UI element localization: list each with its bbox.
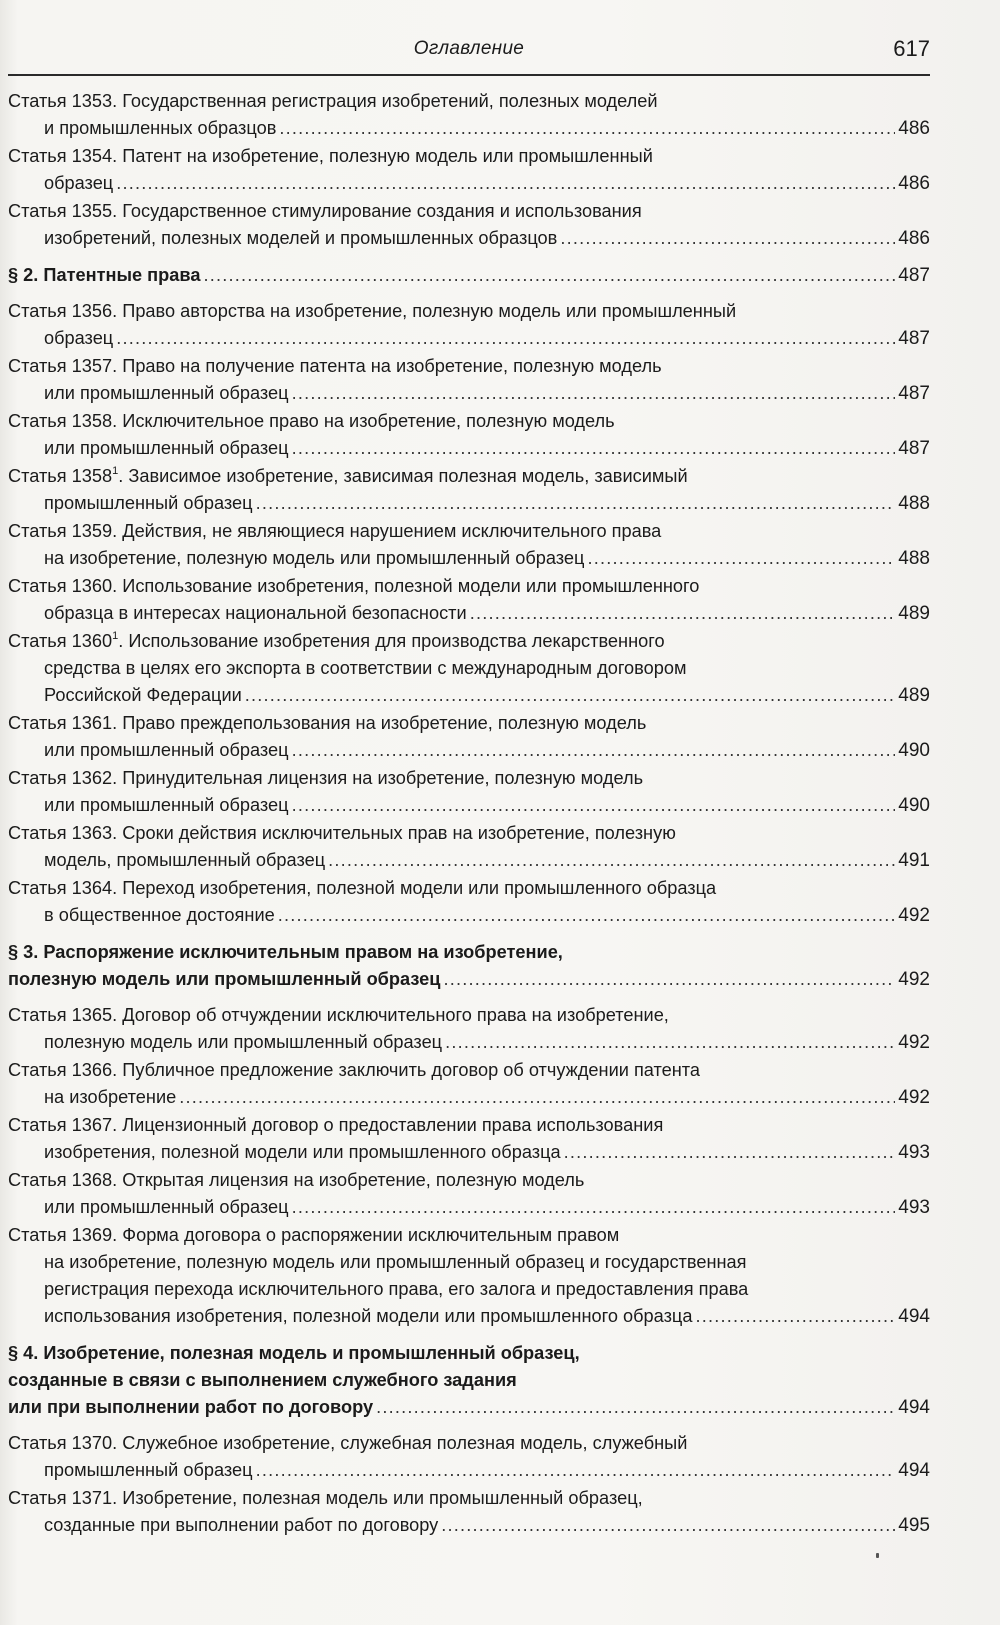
- entry-page-number: 486: [898, 173, 930, 194]
- entry-last-line: [8, 1139, 930, 1166]
- entry-page-number: 487: [898, 328, 930, 349]
- entry-last-line: [8, 1512, 930, 1539]
- entry-title-line: [8, 875, 930, 902]
- entry-page-number: 488: [898, 548, 930, 569]
- entry-title-text: Статья 1365. Договор об отчуждении исключительного права на изобретение,: [8, 1005, 669, 1025]
- dot-leader: [278, 902, 896, 929]
- entry-last-line: [8, 600, 930, 627]
- entry-last-line: [8, 490, 930, 517]
- entry-title-text: в общественное достояние: [44, 905, 275, 925]
- toc-article-entry: [8, 408, 930, 462]
- entry-page-number: 486: [898, 228, 930, 249]
- dot-leader: [245, 682, 896, 709]
- toc-section-entry: [8, 1340, 930, 1421]
- entry-title-line: [8, 628, 930, 655]
- toc-article-entry: [8, 1485, 930, 1539]
- entry-title-text: Статья 1370. Служебное изобретение, служебная полезная модель, служебный: [8, 1433, 688, 1453]
- dot-leader: [292, 435, 896, 462]
- dot-leader: [116, 325, 895, 352]
- entry-title-text: или промышленный образец: [44, 438, 289, 458]
- entry-page-number: 491: [898, 850, 930, 871]
- article-superscript: 1: [112, 465, 119, 477]
- toc-article-entry: [8, 628, 930, 709]
- entry-title-line: регистрация перехода исключительного права, его залога и предоставления права: [44, 1279, 749, 1299]
- entry-title-line: [8, 198, 930, 225]
- entry-title-text: образца в интересах национальной безопасности: [44, 603, 467, 623]
- entry-title-line: [8, 1222, 930, 1249]
- toc-article-entry: [8, 298, 930, 352]
- entry-title-text: Статья 1369. Форма договора о распоряжении исключительным правом: [8, 1225, 620, 1245]
- entry-title-text: созданные при выполнении работ по договору: [44, 1515, 439, 1535]
- entry-last-line: [8, 1394, 930, 1421]
- entry-title-text: полезную модель или промышленный образец: [44, 1032, 443, 1052]
- entry-title-text: Статья 1364. Переход изобретения, полезной модели или промышленного образца: [8, 878, 717, 898]
- entry-last-line: [8, 545, 930, 572]
- entry-page-number: 487: [898, 265, 930, 286]
- dot-leader: [292, 380, 896, 407]
- entry-title-text: Статья 1357. Право на получение патента на изобретение, полезную модель: [8, 356, 662, 376]
- entry-last-line: [8, 1194, 930, 1221]
- running-title: Оглавление: [413, 38, 525, 59]
- dot-leader: [256, 490, 896, 517]
- article-superscript: 1: [112, 630, 119, 642]
- entry-last-line: [8, 325, 930, 352]
- toc-article-entry: [8, 1112, 930, 1166]
- entry-title-text: Статья 1354. Патент на изобретение, полезную модель или промышленный: [8, 146, 653, 166]
- entry-title-text: Российской Федерации: [44, 685, 242, 705]
- table-of-contents: [8, 88, 930, 1540]
- entry-title-text: Статья 1360. Использование изобретения, полезной модели или промышленного: [8, 576, 700, 596]
- toc-article-entry: [8, 573, 930, 627]
- toc-section-entry: [8, 262, 930, 289]
- entry-title-text: образец: [44, 173, 114, 193]
- entry-title-text: § 2. Патентные права: [8, 265, 201, 285]
- entry-title-text: изобретений, полезных моделей и промышленных образцов: [44, 228, 558, 248]
- entry-last-line: [8, 1303, 930, 1330]
- entry-title-line: [8, 1057, 930, 1084]
- entry-page-number: 492: [898, 1032, 930, 1053]
- dot-leader: [279, 115, 895, 142]
- entry-title-text: полезную модель или промышленный образец: [8, 969, 441, 989]
- entry-page-number: 494: [898, 1460, 930, 1481]
- page-header: [8, 36, 930, 76]
- dot-leader: [256, 1457, 896, 1484]
- toc-article-entry: [8, 765, 930, 819]
- entry-title-text: или промышленный образец: [44, 795, 289, 815]
- dot-leader: [441, 1512, 895, 1539]
- entry-title-text: образец: [44, 328, 114, 348]
- entry-title-text: или промышленный образец: [44, 740, 289, 760]
- entry-page-number: 492: [898, 1087, 930, 1108]
- entry-title-line: созданные в связи с выполнением служебного задания: [8, 1370, 517, 1390]
- entry-title-text: на изобретение, полезную модель или промышленный образец: [44, 548, 585, 568]
- entry-title-text: § 3. Распоряжение исключительным правом на изобретение,: [8, 942, 563, 962]
- dot-leader: [292, 737, 896, 764]
- entry-page-number: 487: [898, 383, 930, 404]
- dot-leader: [328, 847, 895, 874]
- entry-last-line: [8, 1084, 930, 1111]
- entry-title-text: или промышленный образец: [44, 383, 289, 403]
- entry-last-line: [8, 847, 930, 874]
- entry-title-line: на изобретение, полезную модель или промышленный образец и государственная: [44, 1252, 747, 1272]
- entry-last-line: [8, 1029, 930, 1056]
- entry-title-text: на изобретение: [44, 1087, 177, 1107]
- entry-title-text: Статья 1363. Сроки действия исключительных прав на изобретение, полезную: [8, 823, 676, 843]
- entry-title-text: Статья 1366. Публичное предложение заключить договор об отчуждении патента: [8, 1060, 701, 1080]
- entry-page-number: 495: [898, 1515, 930, 1536]
- toc-article-entry: [8, 1057, 930, 1111]
- dot-leader: [292, 792, 896, 819]
- entry-title-text: или промышленный образец: [44, 1197, 289, 1217]
- entry-page-number: 488: [898, 493, 930, 514]
- toc-article-entry: [8, 875, 930, 929]
- dot-leader: [560, 225, 895, 252]
- entry-page-number: 489: [898, 603, 930, 624]
- entry-title-text: Статья 1356. Право авторства на изобретение, полезную модель или промышленный: [8, 301, 737, 321]
- dot-leader: [587, 545, 895, 572]
- dot-leader: [179, 1084, 895, 1111]
- entry-last-line: [8, 262, 930, 289]
- entry-last-line: [8, 737, 930, 764]
- entry-title-text: и промышленных образцов: [44, 118, 277, 138]
- entry-title-text: Статья 1355. Государственное стимулирование создания и использования: [8, 201, 642, 221]
- toc-article-entry: [8, 88, 930, 142]
- entry-title-line: средства в целях его экспорта в соответствии с международным договором: [44, 658, 687, 678]
- toc-article-entry: [8, 1222, 930, 1330]
- entry-title-text: или при выполнении работ по договору: [8, 1397, 374, 1417]
- entry-title-line: [8, 820, 930, 847]
- toc-article-entry: [8, 353, 930, 407]
- entry-title-line: [8, 573, 930, 600]
- toc-article-entry: [8, 463, 930, 517]
- dot-leader: [116, 170, 895, 197]
- toc-section-entry: [8, 939, 930, 993]
- entry-title-text: Статья 1353. Государственная регистрация изобретений, полезных моделей: [8, 91, 658, 111]
- toc-article-entry: [8, 710, 930, 764]
- entry-page-number: 492: [898, 969, 930, 990]
- entry-title-line: [8, 88, 930, 115]
- entry-title-line: [8, 1340, 930, 1367]
- toc-article-entry: [8, 1002, 930, 1056]
- dot-leader: [292, 1194, 896, 1221]
- entry-page-number: 493: [898, 1142, 930, 1163]
- entry-title-text: § 4. Изобретение, полезная модель и промышленный образец,: [8, 1343, 580, 1363]
- entry-title-line: [8, 1167, 930, 1194]
- entry-page-number: 492: [898, 905, 930, 926]
- entry-last-line: [8, 435, 930, 462]
- entry-title-text: использования изобретения, полезной модели или промышленного образца: [44, 1306, 693, 1326]
- entry-title-text: промышленный образец: [44, 1460, 253, 1480]
- entry-title-line: [8, 298, 930, 325]
- entry-title-line: [8, 1002, 930, 1029]
- entry-page-number: 487: [898, 438, 930, 459]
- entry-last-line: [8, 115, 930, 142]
- entry-title-text: Статья 1359. Действия, не являющиеся нарушением исключительного права: [8, 521, 662, 541]
- entry-title-line: [8, 353, 930, 380]
- entry-last-line: [8, 225, 930, 252]
- entry-page-number: 490: [898, 795, 930, 816]
- toc-article-entry: [8, 518, 930, 572]
- toc-article-entry: [8, 143, 930, 197]
- entry-title-text: Статья 1368. Открытая лицензия на изобретение, полезную модель: [8, 1170, 585, 1190]
- entry-title-line: [8, 518, 930, 545]
- entry-title-line: [8, 1112, 930, 1139]
- entry-title-text: модель, промышленный образец: [44, 850, 326, 870]
- entry-last-line: [8, 682, 930, 709]
- dot-leader: [445, 1029, 895, 1056]
- entry-title-text: изобретения, полезной модели или промышленного образца: [44, 1142, 561, 1162]
- dot-leader: [564, 1139, 896, 1166]
- entry-page-number: 494: [898, 1306, 930, 1327]
- page-number: 617: [893, 36, 930, 61]
- entry-title-text: Статья 1371. Изобретение, полезная модель или промышленный образец,: [8, 1488, 643, 1508]
- entry-title-text: Статья 1358: [8, 466, 113, 486]
- entry-title-line: [8, 710, 930, 737]
- entry-title-text: . Зависимое изобретение, зависимая полезная модель, зависимый: [118, 466, 688, 486]
- entry-title-text: Статья 1367. Лицензионный договор о предоставлении права использования: [8, 1115, 664, 1135]
- toc-article-entry: [8, 1167, 930, 1221]
- entry-page-number: 494: [898, 1397, 930, 1418]
- dot-leader: [470, 600, 896, 627]
- print-speck: [876, 1553, 879, 1558]
- entry-title-line: [8, 408, 930, 435]
- entry-title-text: Статья 1361. Право преждепользования на изобретение, полезную модель: [8, 713, 647, 733]
- entry-page-number: 486: [898, 118, 930, 139]
- dot-leader: [443, 966, 895, 993]
- entry-title-line: [8, 939, 930, 966]
- entry-page-number: 490: [898, 740, 930, 761]
- entry-title-line: [8, 765, 930, 792]
- entry-title-line: [8, 143, 930, 170]
- entry-last-line: [8, 792, 930, 819]
- dot-leader: [695, 1303, 895, 1330]
- entry-last-line: [8, 380, 930, 407]
- entry-last-line: [8, 170, 930, 197]
- entry-title-text: Статья 1362. Принудительная лицензия на изобретение, полезную модель: [8, 768, 644, 788]
- dot-leader: [203, 262, 895, 289]
- entry-title-text: . Использование изобретения для производства лекарственного: [118, 631, 665, 651]
- entry-title-text: Статья 1360: [8, 631, 113, 651]
- entry-title-line: [8, 463, 930, 490]
- dot-leader: [376, 1394, 895, 1421]
- entry-title-line: [8, 1485, 930, 1512]
- entry-last-line: [8, 1457, 930, 1484]
- entry-last-line: [8, 966, 930, 993]
- toc-article-entry: [8, 1430, 930, 1484]
- entry-title-text: Статья 1358. Исключительное право на изобретение, полезную модель: [8, 411, 615, 431]
- entry-page-number: 489: [898, 685, 930, 706]
- toc-article-entry: [8, 198, 930, 252]
- entry-last-line: [8, 902, 930, 929]
- toc-article-entry: [8, 820, 930, 874]
- entry-title-text: промышленный образец: [44, 493, 253, 513]
- entry-title-line: [8, 1430, 930, 1457]
- entry-page-number: 493: [898, 1197, 930, 1218]
